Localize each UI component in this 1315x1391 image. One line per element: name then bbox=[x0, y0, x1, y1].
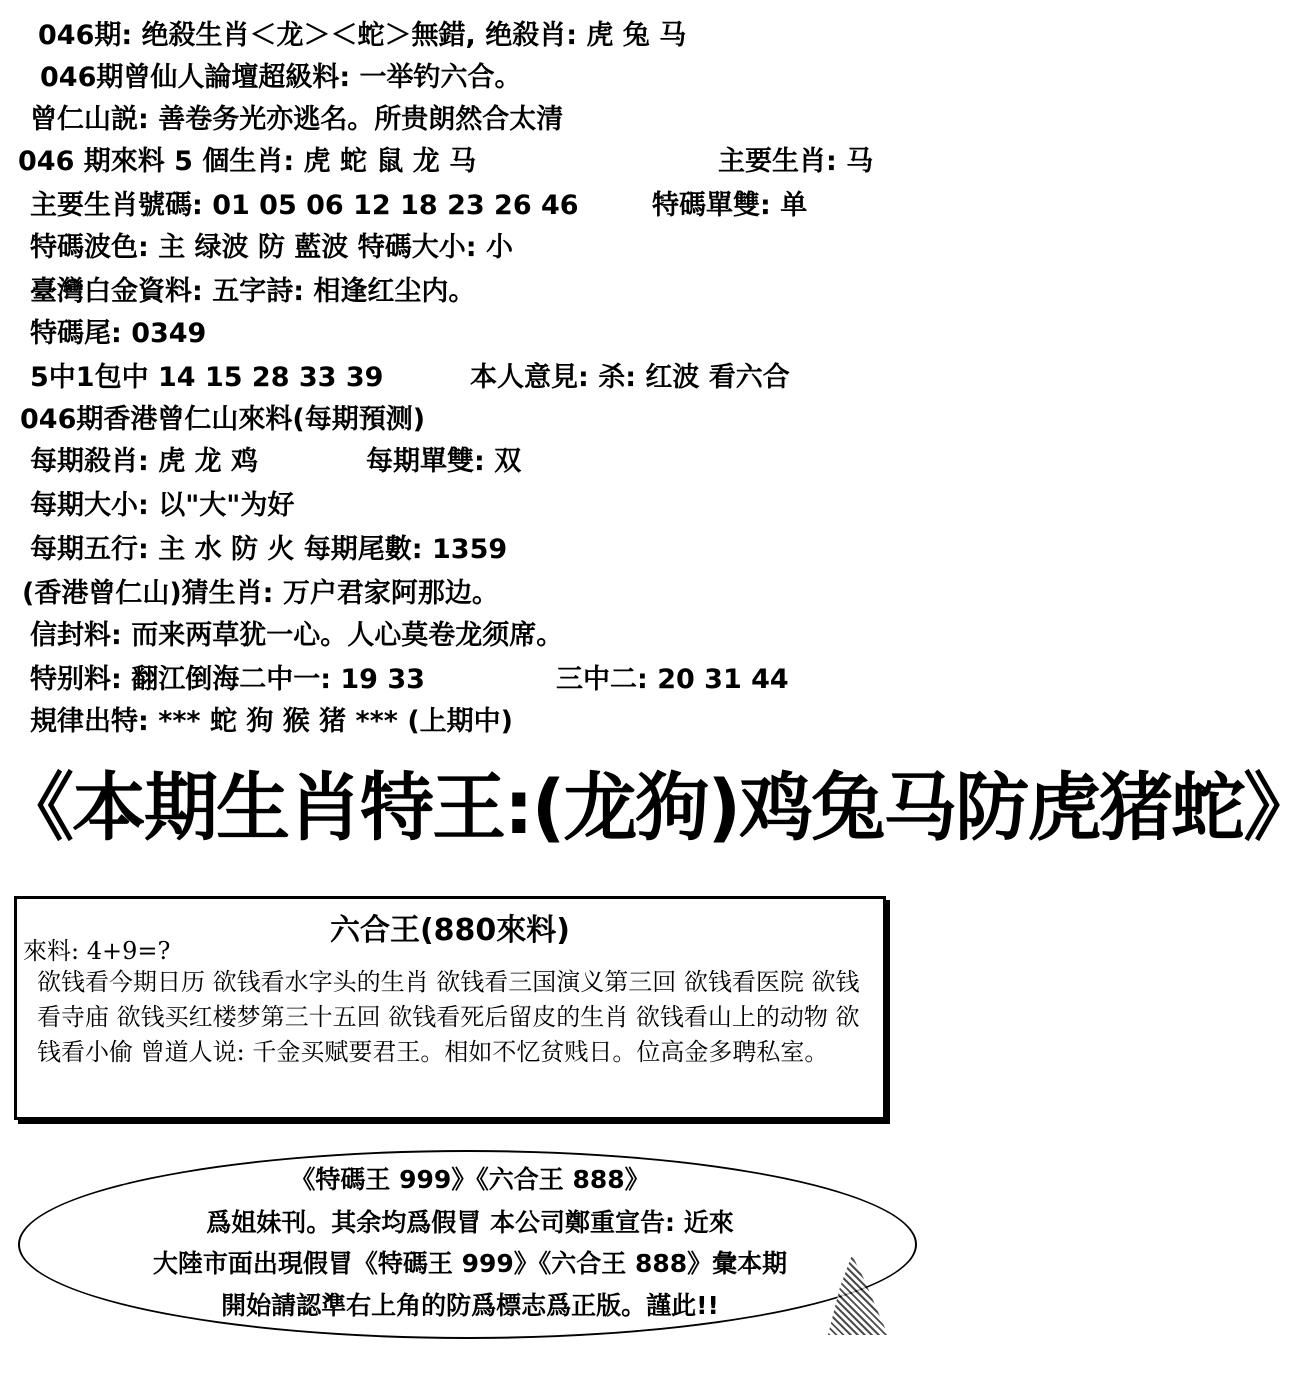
opinion-line: 本人意見: 杀: 红波 看六合 bbox=[470, 362, 790, 393]
guess-zodiac-line: (香港曾仁山)猜生肖: 万户君家阿那边。 bbox=[22, 578, 499, 609]
main-zodiac-line: 主要生肖: 马 bbox=[718, 146, 874, 177]
box-title: 六合王(880來料) bbox=[329, 913, 571, 948]
pattern-line: 規律出特: *** 蛇 狗 猴 猪 *** (上期中) bbox=[30, 706, 513, 737]
five-zodiac-line: 046 期來料 5 個生肖: 虎 蛇 鼠 龙 马 bbox=[18, 146, 477, 177]
five-elements-line: 每期五行: 主 水 防 火 每期尾數: 1359 bbox=[30, 534, 508, 565]
envelope-line: 信封料: 而来两草犹一心。人心莫卷龙须席。 bbox=[30, 620, 564, 651]
single-double-line: 每期單雙: 双 bbox=[366, 446, 522, 477]
liuhe-box bbox=[14, 896, 886, 1120]
special-line: 特别料: 翻江倒海二中一: 19 33 bbox=[30, 664, 425, 695]
main-numbers-line: 主要生肖號碼: 01 05 06 12 18 23 26 46 bbox=[30, 190, 579, 221]
wave-color-line: 特碼波色: 主 绿波 防 藍波 特碼大小: 小 bbox=[30, 232, 513, 263]
size-line: 每期大小: 以"大"为好 bbox=[30, 490, 295, 521]
notice-line-4: 開始請認準右上角的防爲標志爲正版。謹此!! bbox=[221, 1291, 719, 1320]
zeng-says-line: 曾仁山説: 善卷务光亦逃名。所贵朗然合太清 bbox=[30, 104, 564, 135]
issue-kill-line: 046期: 绝殺生肖＜龙＞＜蛇＞無錯, 绝殺肖: 虎 兔 马 bbox=[38, 20, 687, 51]
five-in-one-line: 5中1包中 14 15 28 33 39 bbox=[30, 362, 384, 393]
forum-line: 046期曾仙人論壇超級料: 一举钓六合。 bbox=[40, 62, 522, 93]
headline-banner: 《本期生肖特王:(龙狗)鸡兔马防虎猪蛇》 bbox=[0, 765, 1315, 851]
notice-line-1: 《特碼王 999》《六合王 888》 bbox=[290, 1165, 650, 1194]
notice-line-2: 爲姐妹刊。其余均爲假冒 本公司鄭重宣告: 近來 bbox=[206, 1208, 734, 1237]
tail-line: 特碼尾: 0349 bbox=[30, 318, 207, 349]
box-label: 來料: 4+9=? bbox=[23, 937, 171, 965]
hk-forecast-line: 046期香港曾仁山來料(每期預测) bbox=[20, 404, 426, 435]
odd-even-line: 特碼單雙: 单 bbox=[652, 190, 808, 221]
notice-line-3: 大陸市面出現假冒《特碼王 999》《六合王 888》彙本期 bbox=[152, 1249, 788, 1278]
box-text: 欲钱看今期日历 欲钱看水字头的生肖 欲钱看三国演义第三回 欲钱看医院 欲钱看寺庙 欲钱买红楼梦第三十五回 欲钱看死后留皮的生肖 欲钱看山上的动物 欲钱看小偷 曾道人说: 千金买赋要君王。相如不忆贫贱日。位高金多聘私室。 bbox=[37, 968, 860, 1066]
three-two-line: 三中二: 20 31 44 bbox=[556, 664, 789, 695]
taiwan-line: 臺灣白金資料: 五字詩: 相逢红尘内。 bbox=[30, 276, 476, 307]
kill-zodiac-line: 每期殺肖: 虎 龙 鸡 bbox=[30, 446, 258, 477]
